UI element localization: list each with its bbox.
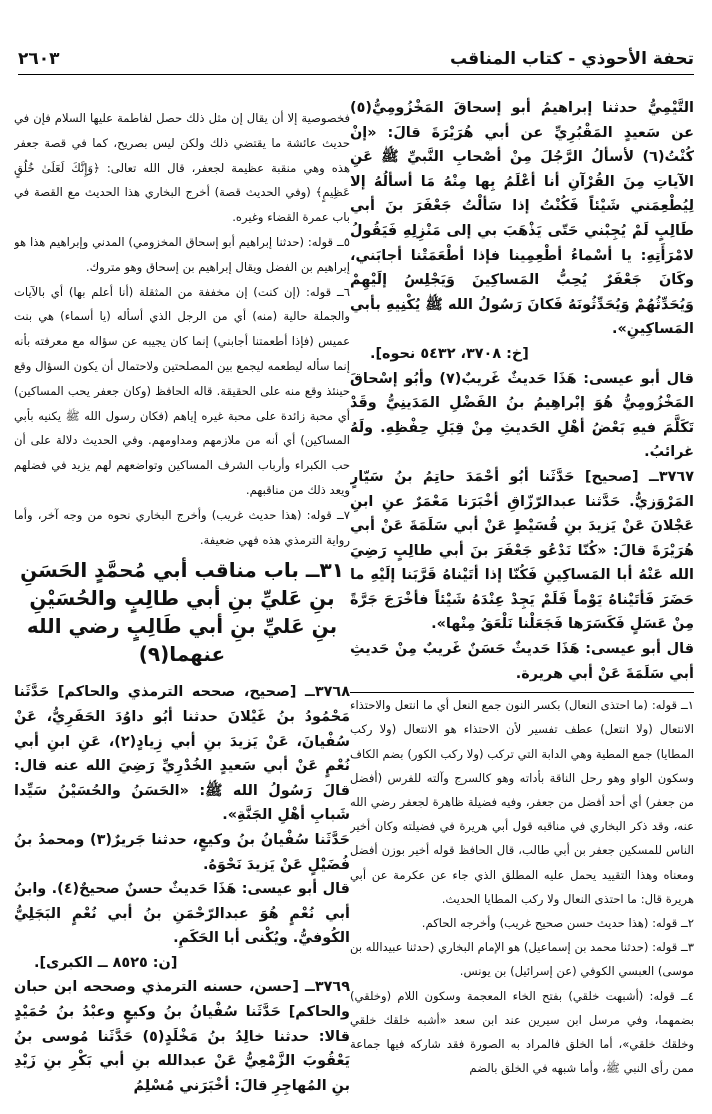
hadith-3768-isnad: حَدَّثَنا سُفْيانُ بنُ وكيعٍ، حدثنا جَريرٌ(٣) ومحمدُ بنُ فُضَيْلٍ عَنْ يَزيدَ نَحْوَهُ.: [14, 831, 350, 873]
footnote-continuation: فخصوصية إلا أن يقال إن مثل ذلك حصل لفاطمة عليها السلام فإن في حديث عائشة ما يقتضي ذلك ولكن ليس بصريح، كما في قصة جعفر هذه وهي منقبة عظيمة لجعفر، قال الله تعالى: ﴿وَإِنَّكَ لَعَلَىٰ خُلُقٍ عَظِيمٍ﴾ (وفي الحديث قصة) أخرج البخاري هذا الحديث مع القصة في باب عمرة القضاء وغيره.: [14, 111, 350, 225]
footnote-1: ١ــ قوله: (ما احتذى النعال) بكسر النون جمع النعل أي ما انتعل والاحتذاء الانتعال (ولا انتعل) عطف تفسير لأن الاحتذاء هو الانتعال (ولا ركب المطايا) جمع المطية وهي الدابة التي تركب (ولا ركب الكور) بضم الكاف وسكون الواو وهو رحل الناقة بأداته وهو كالسرج وآلته للفرس (أفضل من جعفر) أي أحد أفضل من جعفر، وفيه فضيلة ظاهرة لجعفر رضي الله عنه، وقد ذكر البخاري في مناقبه قول أبي هريرة في فضيلته وكان أخير الناس للمسكين جعفر بن أبي طالب، قال الحافظ قوله أخير بوزن أفضل ومعناه وهذا التقييد يحمل عليه المطلق الذي جاء عن عكرمة عن أبي هريرة قال: ما احتذى النعال ولا ركب المطايا الحديث.: [350, 698, 694, 906]
right-column: [350, 96, 694, 1096]
hadith-3767: ٣٧٦٧ــ [صحيح] حَدَّثَنا أبُو أحْمَدَ حاتِمُ بنُ سَيّارٍ المَرْوَزيُّ. حَدَّثنا عبدالرّزّاقِ أخْبَرَنا مَعْمَرٌ عنِ ابنِ عَجْلانَ عَنْ يَزيدَ بنِ قُسَيْطٍ عَنْ أبي سَلَمَةَ عَنْ أبي هُرَيْرَةَ قالَ: «كُنّا نَدْعُو جَعْفَرَ بنَ أبي طالِبٍ رَضِيَ الله عَنْهُ أبا المَساكِينِ فَكُنّا إذا أتَيْناهُ قَرَّبَنا إلَيْهِ ما حَضَرَ فَأتَيْناهُ يَوْماً فَلَمْ يَجِدْ عِنْدَهُ شَيْئاً فأخْرَجَ جَرَّةً مِنْ عَسَلٍ فَكَسَرَها فَجَعَلْنا نَلْعَقُ مِنْها».: [350, 468, 694, 633]
hadith-3768-reference: [ن: ٨٥٢٥ ــ الكبرى].: [34, 954, 178, 971]
footnote-2: ٢ــ قوله: (هذا حديث حسن صحيح غريب) وأخرجه الحاكم.: [421, 916, 694, 931]
hadith-3766-reference: [خ: ٣٧٠٨، ٥٤٣٢ نحوه].: [370, 345, 529, 362]
footnote-5: ٥ــ قوله: (حدثنا إبراهيم أبو إسحاق المخزومي) المدني وإبراهيم هذا هو إبراهيم بن الفضل ويقال إبراهيم بن إسحاق وهو متروك.: [14, 234, 350, 274]
hadith-3767-grading: قال أبو عيسى: هَذَا حَديثٌ حَسَنٌ غَريبٌ مِنْ حَديثِ أبي سَلَمَةَ عَنْ أبي هريرة.: [350, 641, 694, 682]
footnote-7: ٧ــ قوله: (هذا حديث غريب) وأخرج البخاري نحوه من وجه آخر، وأما رواية الترمذي هذه فهي ضعيفة.: [14, 507, 350, 547]
hadith-3769: ٣٧٦٩ــ [حسن، حسنه الترمذي وصححه ابن حبان والحاكم] حَدَّثَنا سُفْيانُ بنُ وكيعٍ وعبْدُ بنُ حُمَيْدٍ قالا: حدثنا خالِدُ بنُ مَخْلَدٍ(٥) حَدَّثَنا مُوسى بنُ يَعْقُوبَ الزَّمْعِيُّ عَنْ عبدالله بنِ أبي بَكْرِ بنِ زَيْدِ بنِ المُهاجِرِ قالَ: أخْبَرَني مُسْلِمُ: [14, 979, 350, 1094]
hadith-3768: ٣٧٦٨ــ [صحيح، صححه الترمذي والحاكم] حَدَّثَنا مَحْمُودُ بنُ غَيْلانَ حدثنا أبُو داوُدَ الحَفَرِيُّ، عَنْ سُفْيانَ، عَنْ يَزيدَ بنِ أبي زِيادٍ(٢)، عَنِ ابنِ أبي نُعْمٍ عَنْ أبي سَعيدٍ الخُدْرِيِّ رَضِيَ الله عنه قال: قالَ رَسُولُ الله ﷺ: «الحَسَنُ والحُسَيْنُ سَيِّدا شَبابِ أهْلِ الجَنَّةِ».: [14, 684, 350, 824]
hadith-3768-grading: قال أبو عيسى: هَذَا حَديثٌ حسنٌ صحيحٌ(٤). وابنُ أبي نُعْمٍ هُوَ عبدالرّحْمَنِ بنُ أبي نُعْمٍ البَجَلِيُّ الكُوفيُّ. ويُكْنى أبا الحَكَمِ.: [14, 881, 350, 947]
page-number: ٢٦٠٣: [18, 49, 60, 69]
hadith-3766-grading: قال أبو عيسى: هَذَا حَديثٌ غَريبٌ(٧) وأبُو إسْحاقَ المَخْزُومِيُّ هُوَ إبْراهِيمُ بنُ الفَضْلِ المَدَينِيُّ وقَدْ تَكَلَّمَ فيهِ بَعْضُ أهْلِ الحَديثِ مِنْ قِبَلِ حِفْظِهِ. ولَهُ غرائبُ.: [350, 370, 694, 461]
running-title: تحفة الأحوذي - كتاب المناقب: [450, 49, 694, 69]
footnote-6: ٦ــ قوله: (إن كنت) إن مخففة من المثقلة (أنا أعلم بها) أي بالآيات والجملة حالية (منه) أي من الرجل الذي أسأله (يا أسماء) هي بنت عميس (فإذا أطعمتنا أجابني) إنما كان يجيبه عن سؤاله مع معرفته بأنه إنما سأله ليطعمه ليجمع بين المصلحتين ولاحتمال أن يكون السؤال وقع حينئذ وقع منه على الحقيقة. قاله الحافظ (وكان جعفر يحب المساكين) أي محبة زائدة على محبة غيره إياهم (فكان رسول الله ﷺ يكنيه بأبي المساكين) أي أنه من ملازمهم ومداومهم. وفي الحديث دلالة على أن حب الكبراء وأرباب الشرف المساكين وتواضعهم لهم يزيد في فضلهم ويعد ذلك من مناقبهم.: [14, 284, 350, 497]
footnote-4: ٤ــ قوله: (أشبهت خلقي) بفتح الخاء المعجمة وسكون اللام (وخلقي) بضمهما، وفي مرسل ابن سيرين عند ابن سعد «أشبه خلقك خلقي وخلقك خلقي»، أما الخلق فالمراد به الصورة فقد شاركه فيها جماعة ممن رأى النبي ﷺ، وأما شبهه في الخلق بالضم: [350, 988, 694, 1076]
left-column: [14, 106, 350, 1106]
hadith-3766-text: التَّيْمِيُّ حدثنا إبراهيمُ أبو إسحاقَ المَخْزُومِيُّ(٥) عن سَعيدٍ المَقْبُرِيِّ عن أبي هُرَيْرَةَ قالَ: «إنْ كُنْتُ(٦) لأسألُ الرَّجُلَ مِنْ أصْحابِ النَّبيِّ ﷺ عَنِ الآياتِ مِنَ القُرْآنِ أنا أعْلَمُ بِها مِنْهُ مَا أسألُهُ إلا لِيُطْعِمَني شَيْئاً فَكُنْتُ إذا سَألْتُ جَعْفَرَ بنَ أبي طَالِبٍ لَمْ يُجِبْني حَتّى يَذْهَبَ بي إلى مَنْزِلِهِ فَيَقُولُ لامْرَأَتِهِ: يا أسْماءُ أطْعِمِينا فإذا أطْعَمَتْنا أجابَني، وكَانَ جَعْفَرٌ يُحِبُّ المَساكِينَ وَيَجْلِسُ إلَيْهِمْ وَيُحَدِّثُهُمْ وَيُحَدِّثُونَهُ فَكانَ رَسُولُ الله ﷺ يُكْنِيهِ بأبي المَساكِينِ».: [350, 100, 694, 338]
page-header: [18, 44, 694, 75]
chapter-heading: ٣١ــ باب مناقب أبي مُحمَّدٍ الحَسَنِ بنِ عَليِّ بنِ أبي طالِبٍ والحُسَيْنِ بنِ عَليِّ بنِ أبي طَالِبٍ رضي الله عنهما(٩): [20, 558, 344, 667]
footnote-3: ٣ــ قوله: (حدثنا محمد بن إسماعيل) هو الإمام البخاري (حدثنا عبيدالله بن موسى) العبسي الكوفي (عن إسرائيل) بن يونس.: [350, 940, 694, 979]
